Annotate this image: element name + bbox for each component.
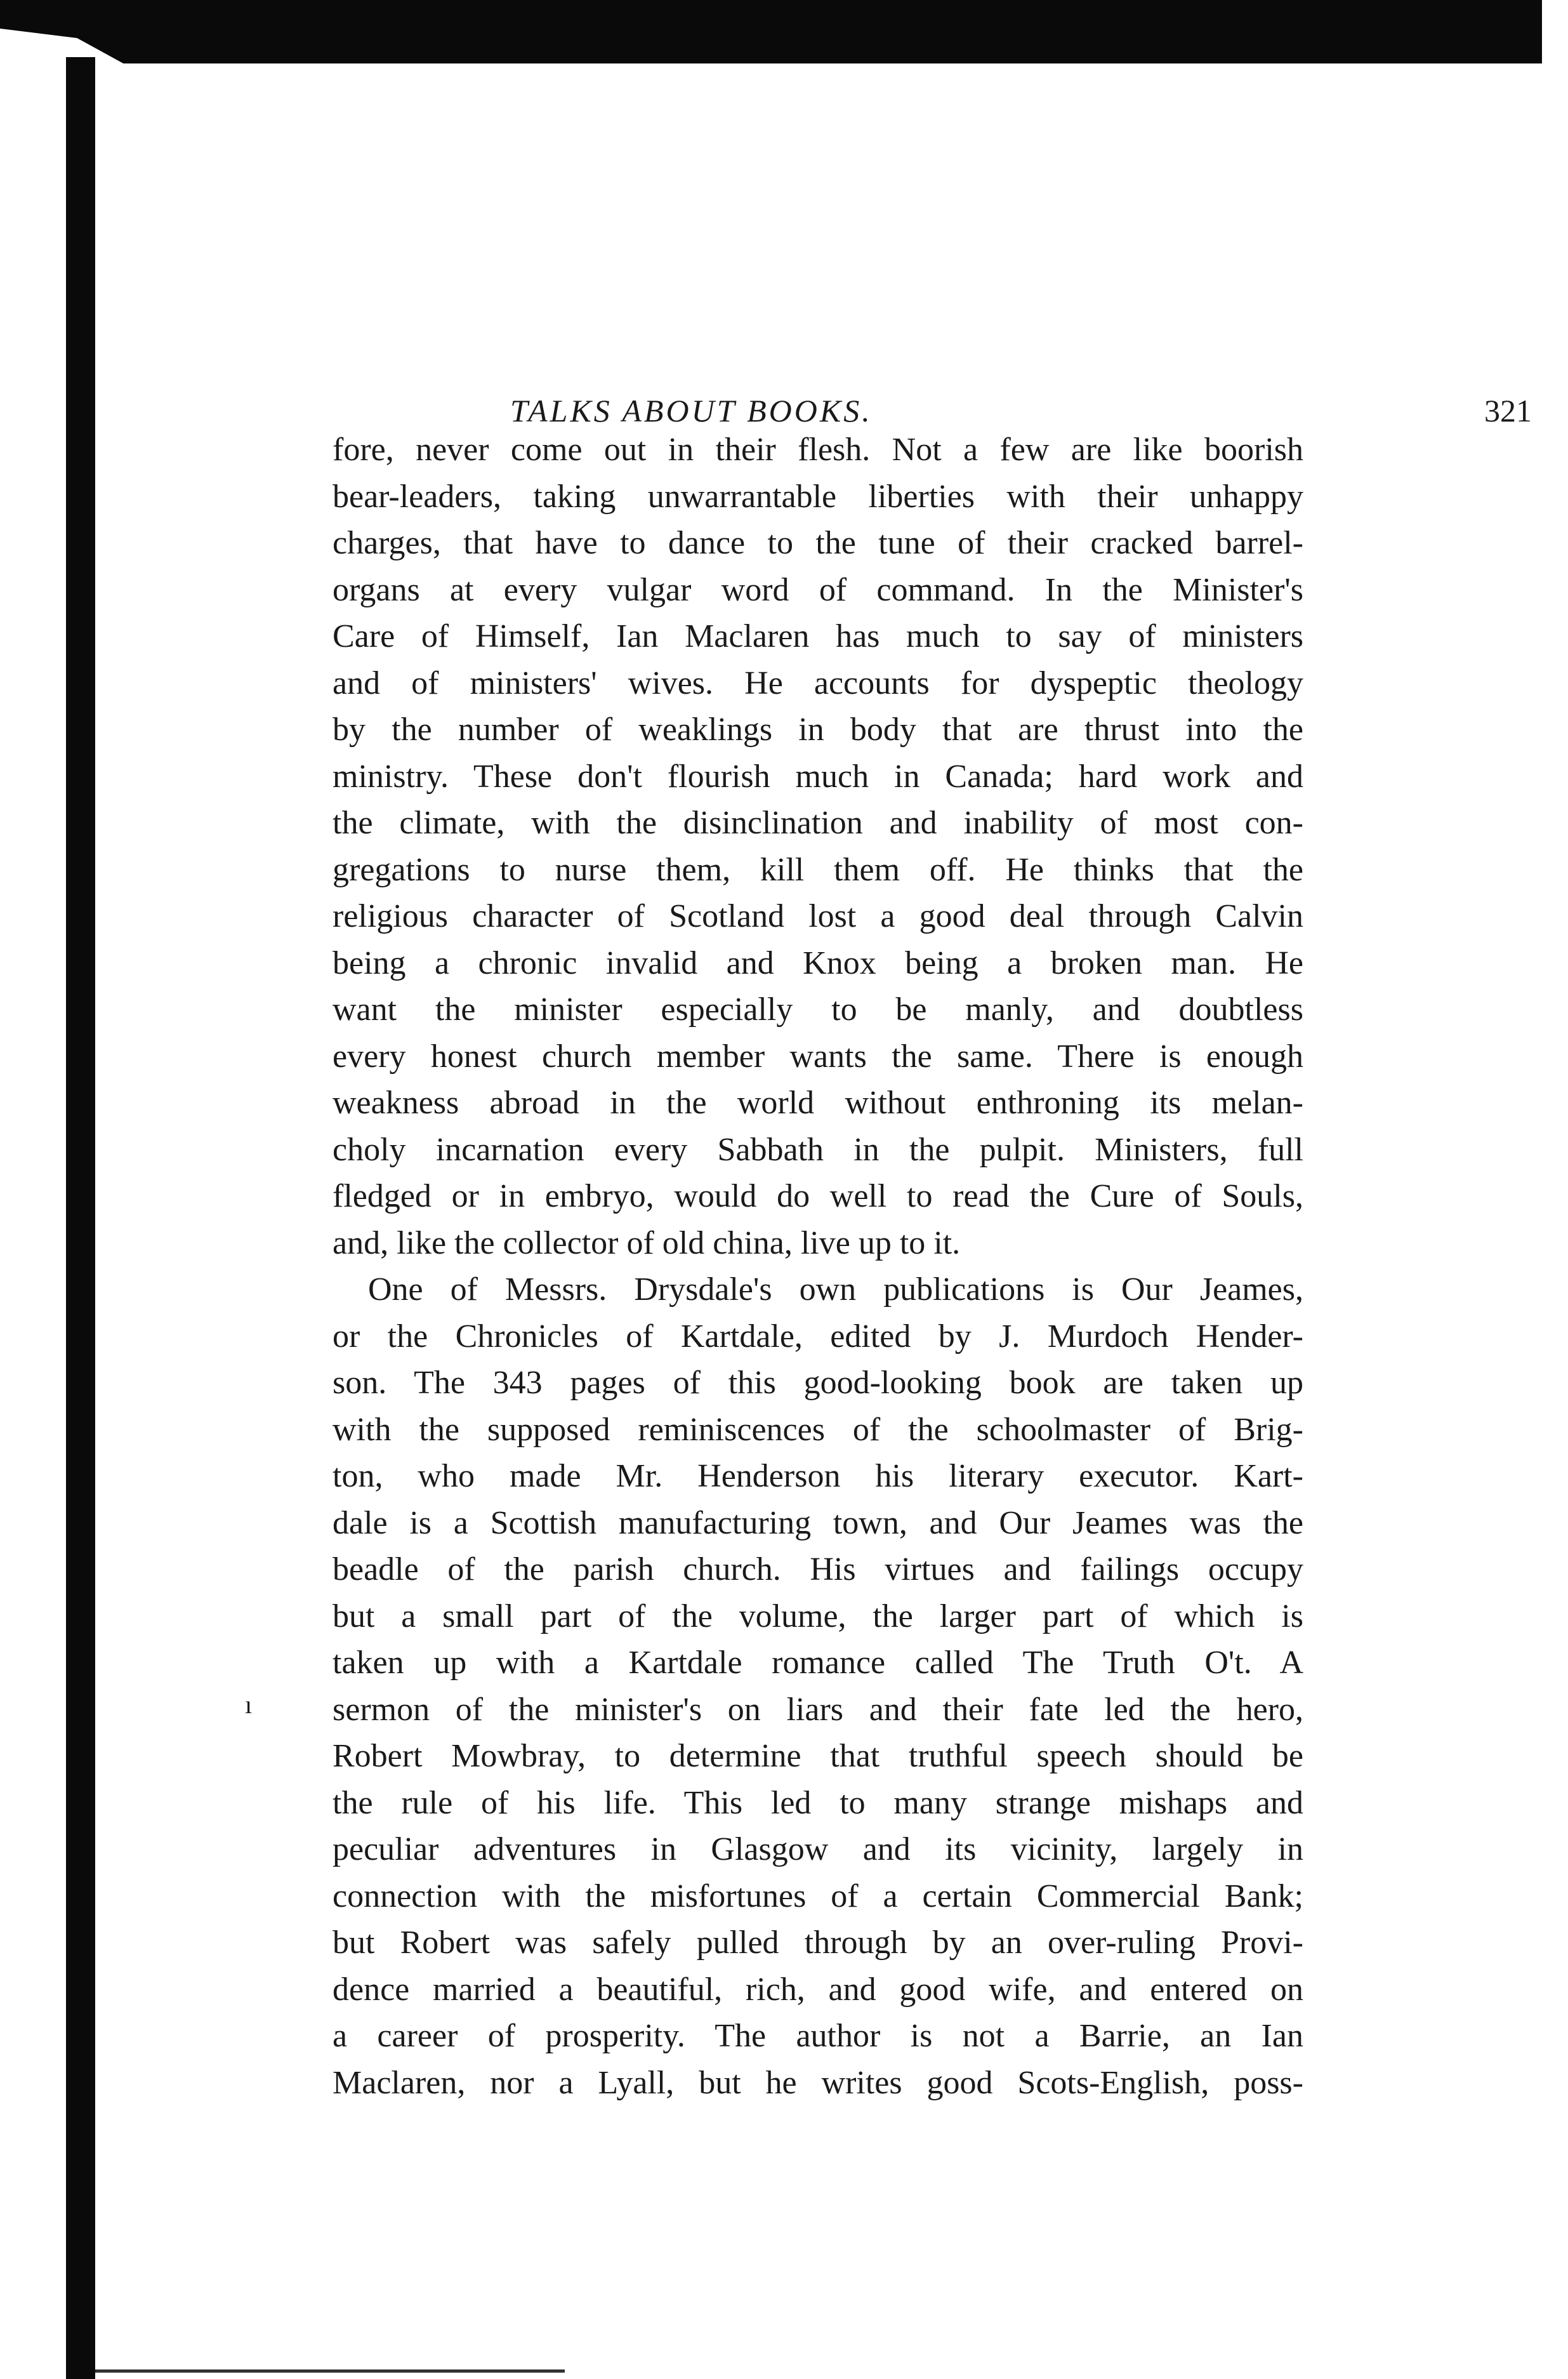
text-line: want the minister especially to be manly, and doubtless bbox=[333, 991, 1303, 1028]
text-line: One of Messrs. Drysdale's own publications is Our Jeames, bbox=[368, 1271, 1303, 1308]
page-number: 321 bbox=[1484, 393, 1532, 428]
text-line: and, like the collector of old china, live up to it. bbox=[333, 1224, 961, 1261]
text-line: beadle of the parish church. His virtues and failings occupy bbox=[333, 1551, 1303, 1587]
text-line: Robert Mowbray, to determine that truthful speech should be bbox=[333, 1738, 1303, 1774]
text-line: or the Chronicles of Kartdale, edited by J. Murdoch Hender- bbox=[333, 1318, 1303, 1355]
scan-border-top bbox=[0, 0, 1542, 63]
text-line: organs at every vulgar word of command. In the Minister's bbox=[333, 571, 1303, 608]
text-line: Care of Himself, Ian Maclaren has much to say of ministers bbox=[333, 618, 1303, 654]
text-line: dence married a beautiful, rich, and good wife, and entered on bbox=[333, 1971, 1303, 2008]
text-line: peculiar adventures in Glasgow and its vicinity, largely in bbox=[333, 1831, 1303, 1867]
scan-border-bottom bbox=[95, 2369, 565, 2373]
text-line: being a chronic invalid and Knox being a broken man. He bbox=[333, 944, 1303, 981]
text-line: ministry. These don't flourish much in Canada; hard work and bbox=[333, 758, 1303, 795]
text-line: every honest church member wants the same. There is enough bbox=[333, 1038, 1303, 1075]
text-line: dale is a Scottish manufacturing town, and Our Jeames was the bbox=[333, 1504, 1303, 1541]
text-line: taken up with a Kartdale romance called The Truth O't. A bbox=[333, 1645, 1303, 1681]
text-line: with the supposed reminiscences of the schoolmaster of Brig- bbox=[333, 1411, 1303, 1448]
text-line: son. The 343 pages of this good-looking book are taken up bbox=[333, 1365, 1303, 1401]
text-line: gregations to nurse them, kill them off. He thinks that the bbox=[333, 851, 1303, 888]
running-title: TALKS ABOUT BOOKS. bbox=[510, 393, 873, 428]
text-line: bear-leaders, taking unwarrantable liberties with their unhappy bbox=[333, 478, 1303, 515]
body-text bbox=[333, 427, 1303, 2106]
text-line: a career of prosperity. The author is not a Barrie, an Ian bbox=[333, 2018, 1303, 2054]
text-line: but Robert was safely pulled through by an over-ruling Provi- bbox=[333, 1925, 1303, 1961]
text-line: but a small part of the volume, the larger part of which is bbox=[333, 1598, 1303, 1634]
text-line: Maclaren, nor a Lyall, but he writes good Scots-English, poss- bbox=[333, 2064, 1303, 2101]
text-line: connection with the misfortunes of a certain Commercial Bank; bbox=[333, 1878, 1303, 1914]
scan-border-left bbox=[66, 57, 95, 2379]
text-line: fore, never come out in their flesh. Not a few are like boorish bbox=[333, 432, 1303, 468]
text-line: ton, who made Mr. Henderson his literary executor. Kart- bbox=[333, 1458, 1303, 1494]
text-line: charges, that have to dance to the tune of their cracked barrel- bbox=[333, 525, 1303, 561]
text-line: and of ministers' wives. He accounts for dyspeptic theology bbox=[333, 665, 1303, 701]
text-line: sermon of the minister's on liars and their fate led the hero, bbox=[333, 1691, 1303, 1728]
text-line: the climate, with the disinclination and inability of most con- bbox=[333, 805, 1303, 841]
text-line: weakness abroad in the world without enthroning its melan- bbox=[333, 1085, 1303, 1121]
text-line: by the number of weaklings in body that are thrust into the bbox=[333, 712, 1303, 748]
text-line: choly incarnation every Sabbath in the pulpit. Ministers, full bbox=[333, 1131, 1303, 1168]
text-line: religious character of Scotland lost a good deal through Calvin bbox=[333, 898, 1303, 934]
margin-mark: ı bbox=[245, 1690, 253, 1719]
text-line: the rule of his life. This led to many strange mishaps and bbox=[333, 1784, 1303, 1821]
text-line: fledged or in embryo, would do well to read the Cure of Souls, bbox=[333, 1178, 1303, 1214]
